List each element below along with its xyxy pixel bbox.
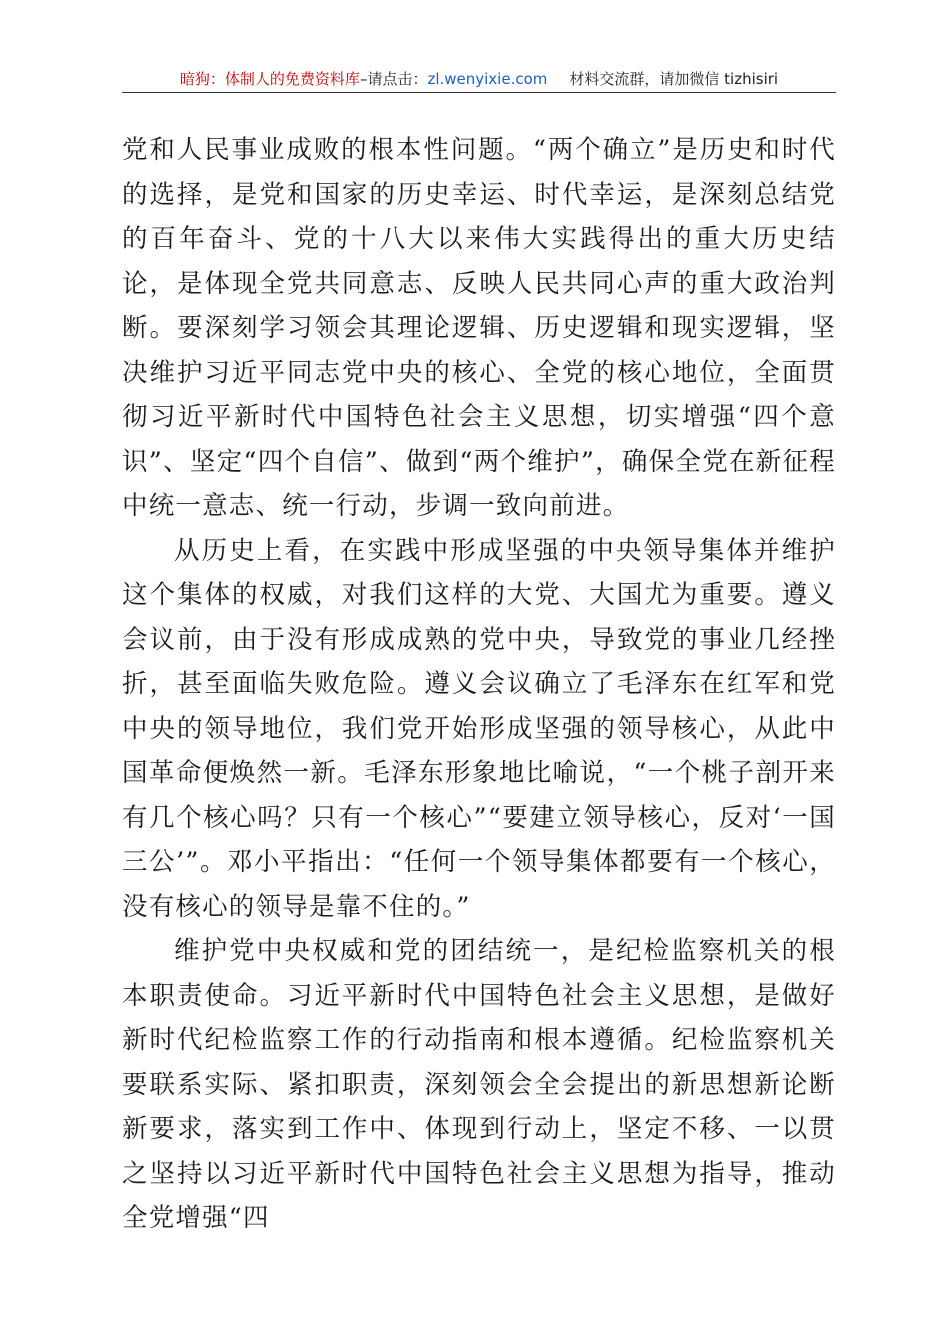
paragraph-discipline: 维护党中央权威和党的团结统一，是纪检监察机关的根本职责使命。习近平新时代中国特色社会主义思想，是做好新时代纪检监察工作的行动指南和根本遵循。纪检监察机关要联系实际、紧扣职责，深刻领会全会提出的新思想新论断新要求，落实到工作中、体现到行动上，坚定不移、一以贯之坚持以习近平新时代中国特色社会主义思想为指导，推动全党增强“四 (122, 936, 836, 1233)
header-click-prompt: –请点击： (359, 70, 428, 88)
paragraph-continuation: 党和人民事业成败的根本性问题。“两个确立”是历史和时代的选择，是党和国家的历史幸运、时代幸运，是深刻总结党的百年奋斗、党的十八大以来伟大实践得出的重大历史结论，是体现全党共同意志、反映人民共同心声的重大政治判断。要深刻学习领会其理论逻辑、历史逻辑和现实逻辑，坚决维护习近平同志党中央的核心、全党的核心地位，全面贯彻习近平新时代中国特色社会主义思想，切实增强“四个意识”、坚定“四个自信”、做到“两个维护”，确保全党在新征程中统一意志、统一行动，步调一致向前进。 (122, 135, 836, 521)
header-link[interactable]: zl.wenyixie.com (427, 70, 548, 88)
page-header (122, 66, 836, 93)
paragraph-history: 从历史上看，在实践中形成坚强的中央领导集体并维护这个集体的权威，对我们这样的大党、大国尤为重要。遵义会议前，由于没有形成成熟的党中央，导致党的事业几经挫折，甚至面临失败危险。遵义会议确立了毛泽东在红军和党中央的领导地位，我们党开始形成坚强的领导核心，从此中国革命便焕然一新。毛泽东形象地比喻说，“一个桃子剖开来有几个核心吗？只有一个核心”“要建立领导核心，反对‘一国三公’”。邓小平指出：“任何一个领导集体都要有一个核心，没有核心的领导是靠不住的。” (122, 535, 836, 922)
header-contact: 材料交流群，请加微信 tizhisiri (569, 70, 779, 88)
document-body (122, 128, 836, 1241)
header-brand: 暗狗：体制人的免费资料库 (179, 70, 360, 88)
